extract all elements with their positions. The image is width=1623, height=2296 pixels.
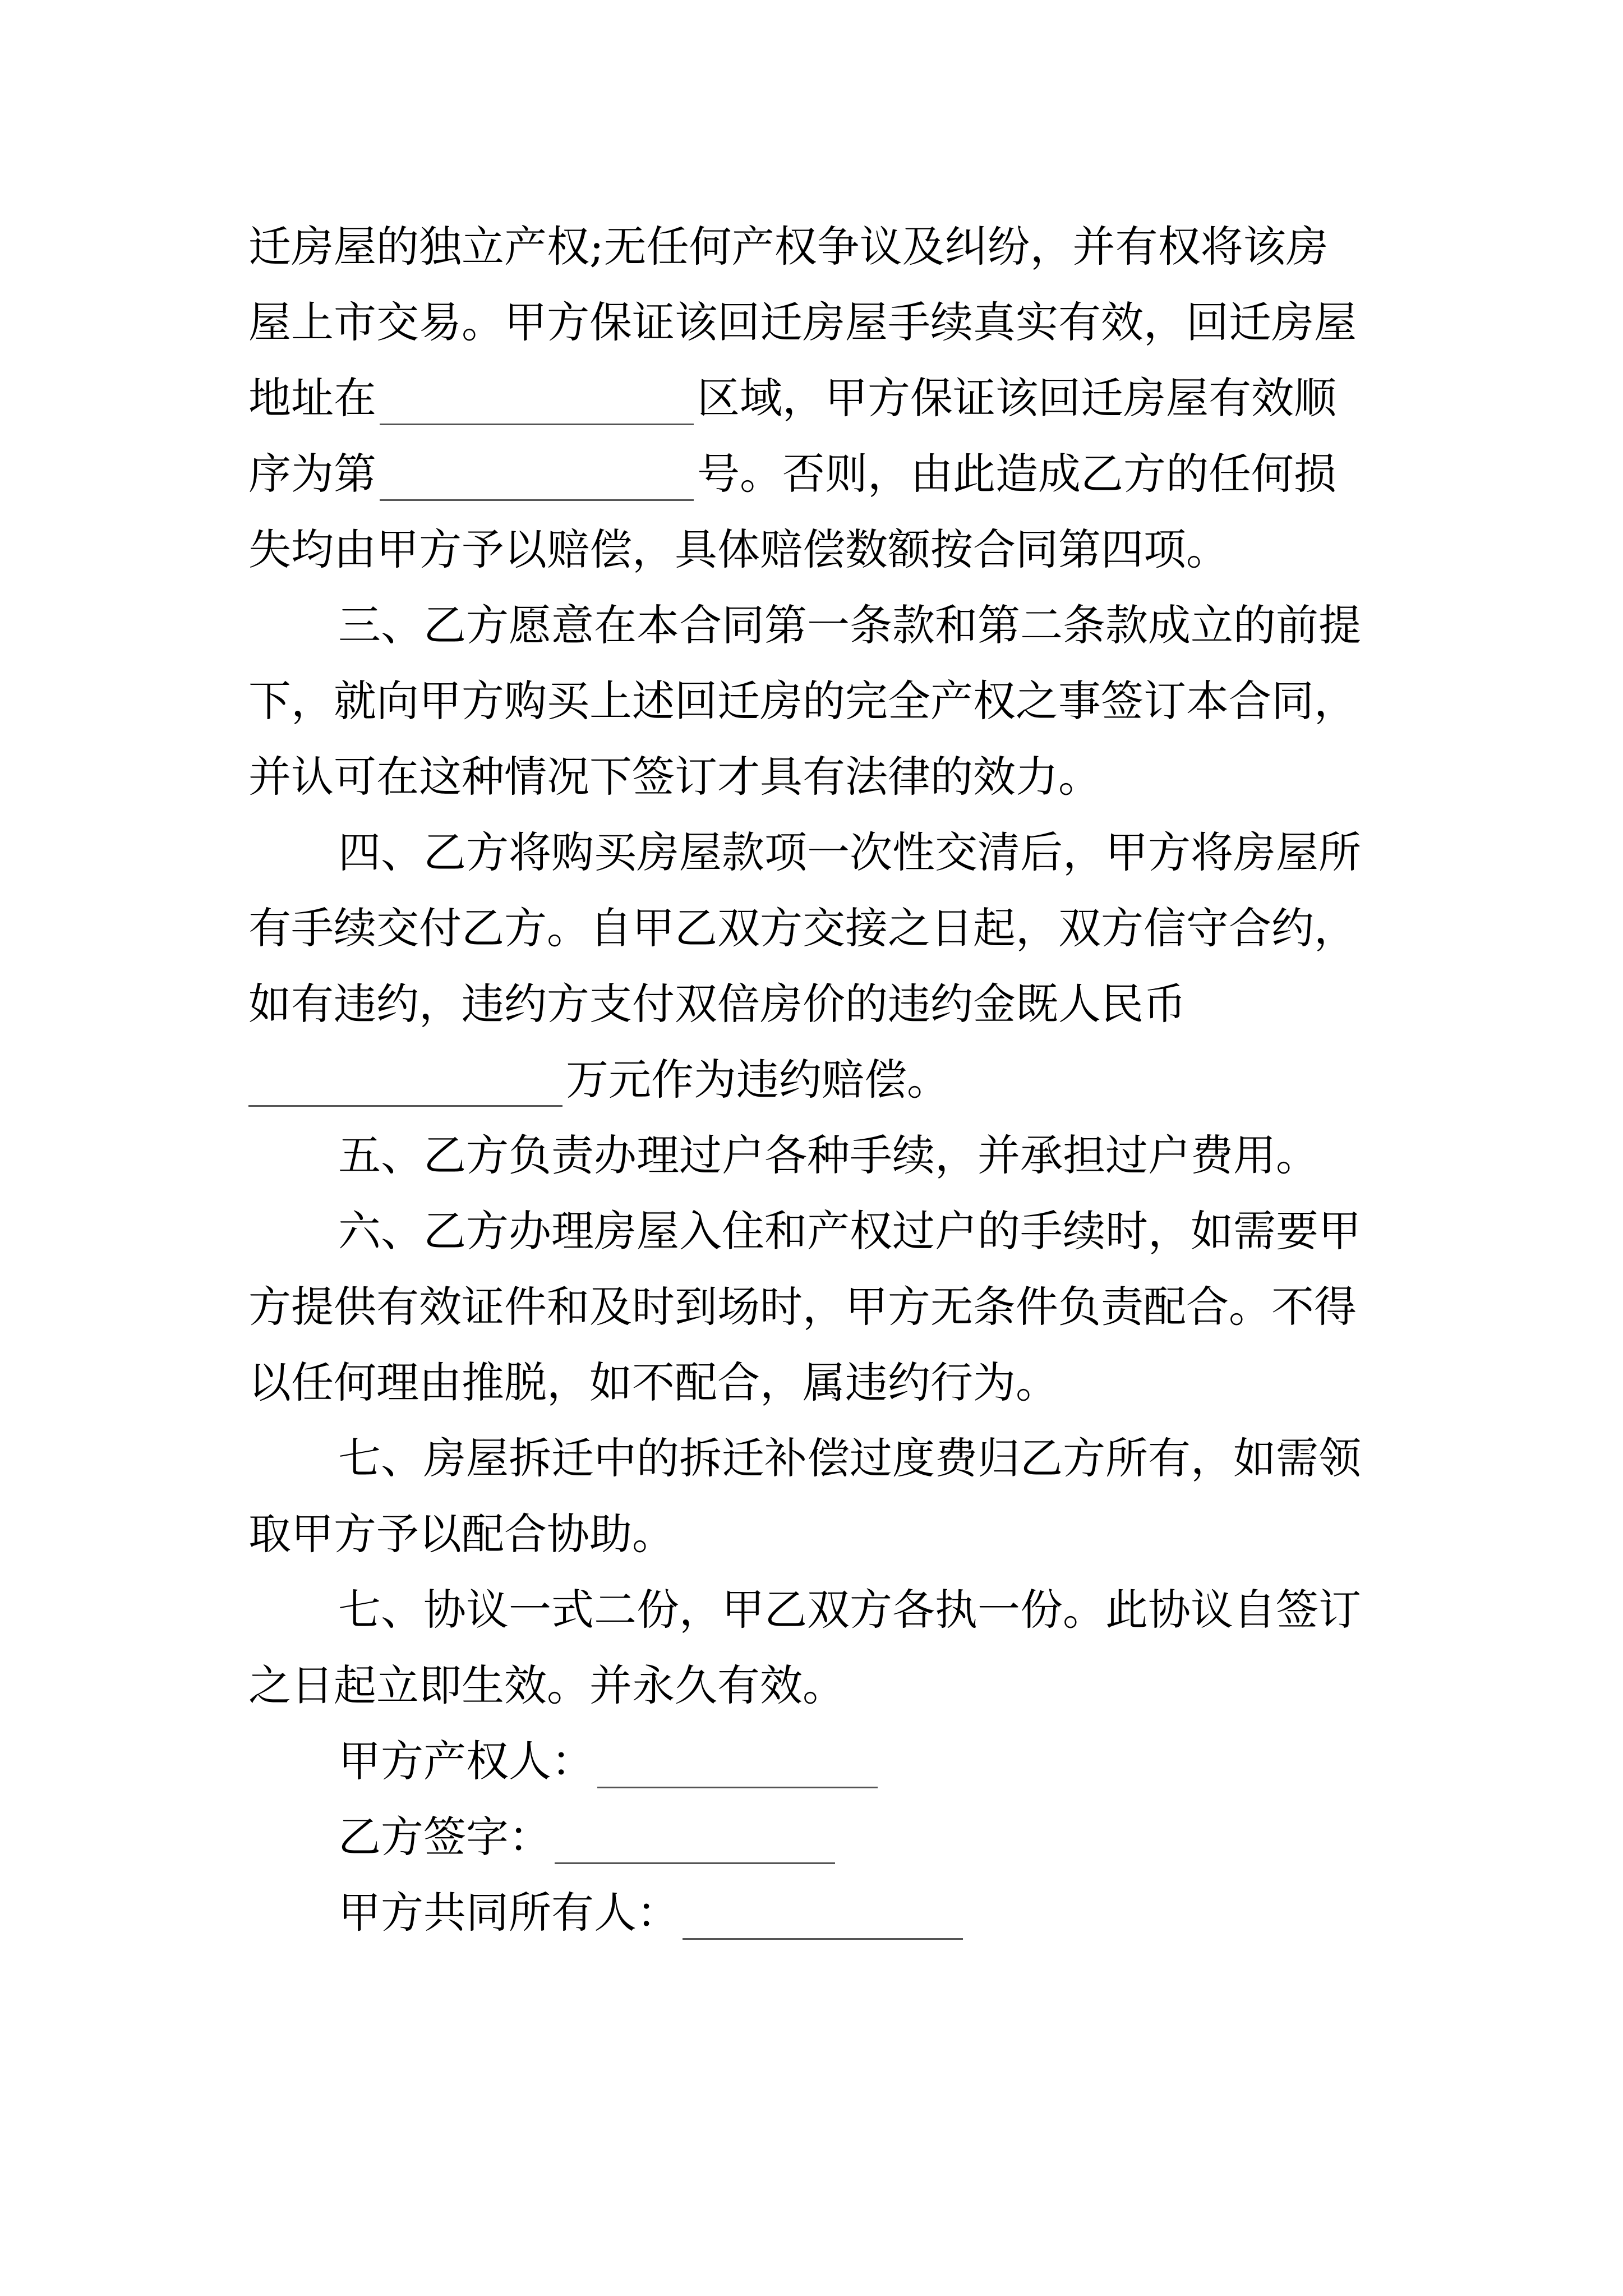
text-line-9 — [248, 813, 1381, 892]
text-line: 六、乙方办理房屋入住和产权过户的手续时，如需要甲 — [338, 1206, 1361, 1256]
text-line: 万元作为违约赔偿。 — [566, 1055, 949, 1105]
text-line: 有手续交付乙方。自甲乙双方交接之日起，双方信守合约， — [248, 903, 1357, 953]
text-line-17 — [248, 1419, 1381, 1498]
text-line: 七、协议一式二份，甲乙双方各执一份。此协议自签订 — [338, 1585, 1361, 1635]
signature-label: 乙方签字： — [338, 1812, 551, 1862]
text-line: 下，就向甲方购买上述回迁房的完全产权之事签订本合同， — [248, 676, 1357, 726]
text-line-5 — [248, 510, 1381, 589]
text-line-16 — [248, 1343, 1381, 1422]
signature-label: 甲方共同所有人： — [338, 1888, 679, 1938]
text-line: 地址在 — [248, 373, 376, 423]
text-line: 三、乙方愿意在本合同第一条款和第二条款成立的前提 — [338, 600, 1361, 650]
text-line-11 — [248, 965, 1381, 1043]
text-line-7 — [248, 662, 1381, 740]
text-line: 以任何理由推脱，如不配合，属违约行为。 — [248, 1358, 1058, 1407]
text-line: 五、乙方负责办理过户各种手续，并承担过户费用。 — [338, 1130, 1318, 1180]
text-line: 序为第 — [248, 449, 376, 499]
party-b-signature-field[interactable] — [555, 1820, 835, 1864]
co-owner-signature-field[interactable] — [683, 1895, 963, 1940]
text-line-15 — [248, 1268, 1381, 1346]
address-blank[interactable] — [380, 381, 694, 425]
text-line: 之日起立即生效。并永久有效。 — [248, 1660, 845, 1710]
text-line: 失均由甲方予以赔偿，具体赔偿数额按合同第四项。 — [248, 524, 1229, 574]
signature-label: 甲方产权人： — [338, 1736, 594, 1786]
text-line: 取甲方予以配合协助。 — [248, 1509, 675, 1559]
text-line: 方提供有效证件和及时到场时，甲方无条件负责配合。不得 — [248, 1282, 1357, 1332]
text-line-4 — [248, 435, 1381, 513]
text-line: 号。否则，由此造成乙方的任何损 — [697, 449, 1336, 499]
text-line-12 — [248, 1041, 1381, 1119]
signature-party-a — [248, 1722, 1381, 1801]
text-line-2 — [248, 283, 1381, 362]
text-line: 七、房屋拆迁中的拆迁补偿过度费归乙方所有，如需领 — [338, 1433, 1361, 1483]
text-line-20 — [248, 1646, 1381, 1725]
text-line: 迁房屋的独立产权;无任何产权争议及纠纷，并有权将该房 — [248, 222, 1329, 272]
text-line-8 — [248, 738, 1381, 816]
party-a-signature-field[interactable] — [597, 1744, 878, 1788]
text-line-18 — [248, 1495, 1381, 1573]
order-number-blank[interactable] — [380, 457, 694, 501]
text-line: 并认可在这种情况下签订才具有法律的效力。 — [248, 752, 1101, 802]
text-line-1 — [248, 208, 1381, 286]
text-line: 区域，甲方保证该回迁房屋有效顺 — [697, 373, 1336, 423]
text-line-6 — [248, 586, 1381, 665]
text-line-13 — [248, 1116, 1381, 1195]
text-line: 四、乙方将购买房屋款项一次性交清后，甲方将房屋所 — [338, 827, 1361, 877]
text-line-19 — [248, 1571, 1381, 1649]
text-line-10 — [248, 889, 1381, 968]
text-line-14 — [248, 1192, 1381, 1271]
signature-co-owner — [248, 1874, 1381, 1952]
penalty-amount-blank[interactable] — [248, 1062, 562, 1107]
text-line-3 — [248, 359, 1381, 438]
signature-party-b — [248, 1798, 1381, 1876]
text-line: 如有违约，违约方支付双倍房价的违约金既人民币 — [248, 979, 1186, 1029]
text-line: 屋上市交易。甲方保证该回迁房屋手续真实有效，回迁房屋 — [248, 297, 1357, 347]
